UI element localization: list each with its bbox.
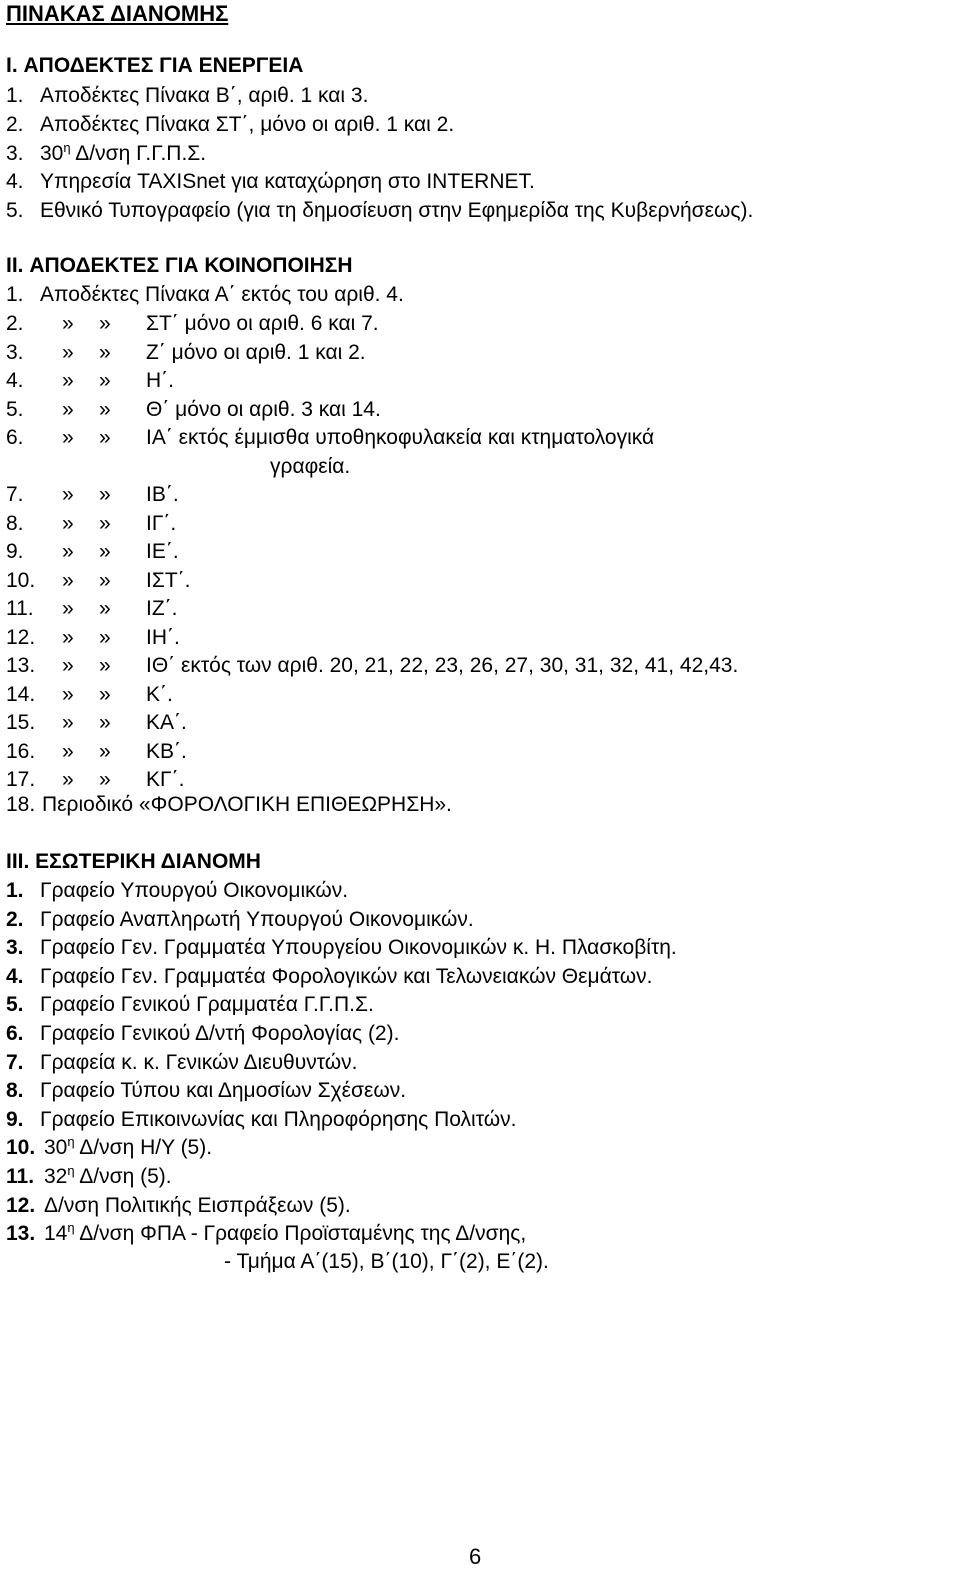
ditto-mark: »	[62, 397, 74, 421]
ditto-mark: »	[62, 568, 74, 592]
ditto-mark: »	[62, 426, 74, 449]
ditto-mark: »	[99, 768, 111, 791]
ditto-mark: »	[62, 511, 74, 535]
ditto-mark: »	[99, 540, 111, 563]
ditto-mark: »	[62, 483, 74, 506]
ditto-mark: »	[62, 711, 74, 734]
ditto-mark: »	[62, 340, 74, 364]
ditto-mark: »	[99, 597, 111, 620]
ditto-mark: »	[62, 625, 74, 649]
ditto-mark: »	[62, 654, 74, 677]
ditto-mark: »	[62, 768, 74, 791]
page-number: 6	[469, 1544, 482, 1569]
ditto-mark: »	[99, 340, 111, 364]
ditto-mark: »	[99, 483, 111, 506]
ditto-mark: »	[99, 654, 111, 677]
ditto-mark: »	[62, 597, 74, 620]
ditto-mark: »	[99, 711, 111, 734]
ditto-mark: »	[62, 540, 74, 563]
document-title: ΠΙΝΑΚΑΣ ΔΙΑΝΟΜΗΣ	[6, 1, 229, 26]
ditto-mark: »	[62, 682, 74, 706]
ditto-mark: »	[62, 312, 74, 335]
ditto-mark: »	[99, 739, 111, 763]
ditto-mark: »	[99, 568, 111, 592]
ditto-mark: »	[99, 369, 111, 392]
ditto-mark: »	[99, 682, 111, 706]
ditto-mark: »	[62, 369, 74, 392]
ditto-mark: »	[99, 625, 111, 649]
ditto-mark: »	[99, 312, 111, 335]
ditto-mark: »	[99, 511, 111, 535]
ditto-mark: »	[99, 426, 111, 449]
ditto-mark: »	[62, 739, 74, 763]
ditto-mark: »	[99, 397, 111, 421]
